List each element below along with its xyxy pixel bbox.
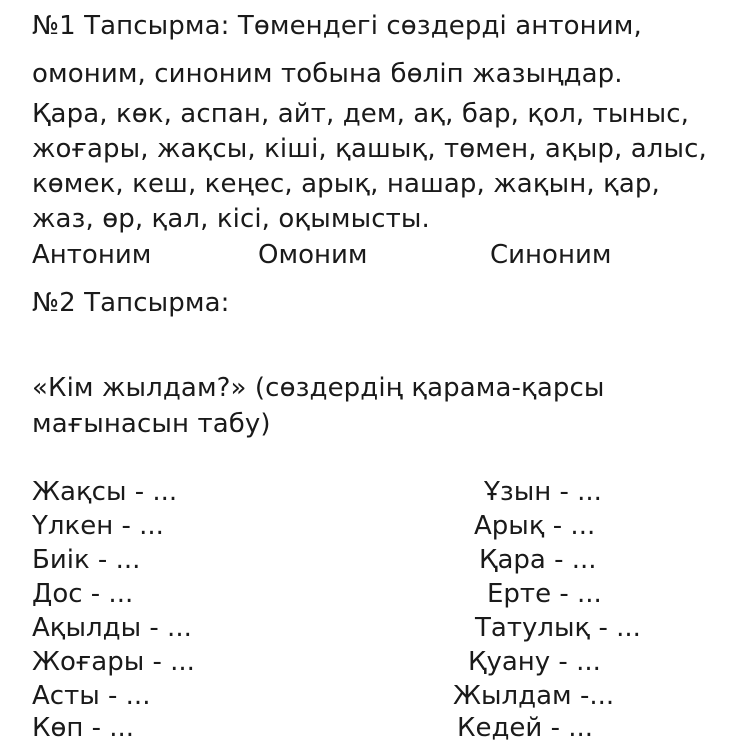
right-word-item: Ерте - ... [487,579,602,609]
right-word-item: Қара - ... [479,545,597,575]
left-word-item: Жақсы - ... [32,477,178,507]
task1-words-line1: Қара, көк, аспан, айт, дем, ақ, бар, қол, тыныс, [32,99,689,129]
left-word-item: Үлкен - ... [32,511,164,541]
task2-game-line1: «Кім жылдам?» (сөздердің қарама-қарсы [32,373,605,403]
task1-heading-line1: №1 Тапсырма: Төмендегі сөздерді антоним, [32,11,642,41]
right-word-item: Қуану - ... [468,647,601,677]
task1-heading-line2: омоним, синоним тобына бөліп жазыңдар. [32,59,623,89]
task2-heading: №2 Тапсырма: [32,288,230,318]
left-word-item: Жоғары - ... [32,647,195,677]
task2-game-line2: мағынасын табу) [32,409,271,439]
right-word-item: Кедей - ... [457,713,594,743]
task1-words-line2: жоғары, жақсы, кіші, қашық, төмен, ақыр, алыс, [32,134,707,164]
task1-words-line3: көмек, кеш, кеңес, арық, нашар, жақын, қар, [32,169,660,199]
right-word-item: Ұзын - ... [484,477,602,507]
column-label-homonym: Омоним [258,240,368,270]
left-word-item: Асты - ... [32,681,151,711]
left-word-item: Көп - ... [32,713,135,743]
left-word-item: Биік - ... [32,545,141,575]
task1-words-line4: жаз, өр, қал, кісі, оқымысты. [32,204,430,234]
column-label-antonym: Антоним [32,240,152,270]
right-word-item: Жылдам -... [453,681,615,711]
column-label-synonym: Синоним [490,240,612,270]
left-word-item: Дос - ... [32,579,134,609]
left-word-item: Ақылды - ... [32,613,192,643]
right-word-item: Татулық - ... [475,613,641,643]
right-word-item: Арық - ... [474,511,596,541]
